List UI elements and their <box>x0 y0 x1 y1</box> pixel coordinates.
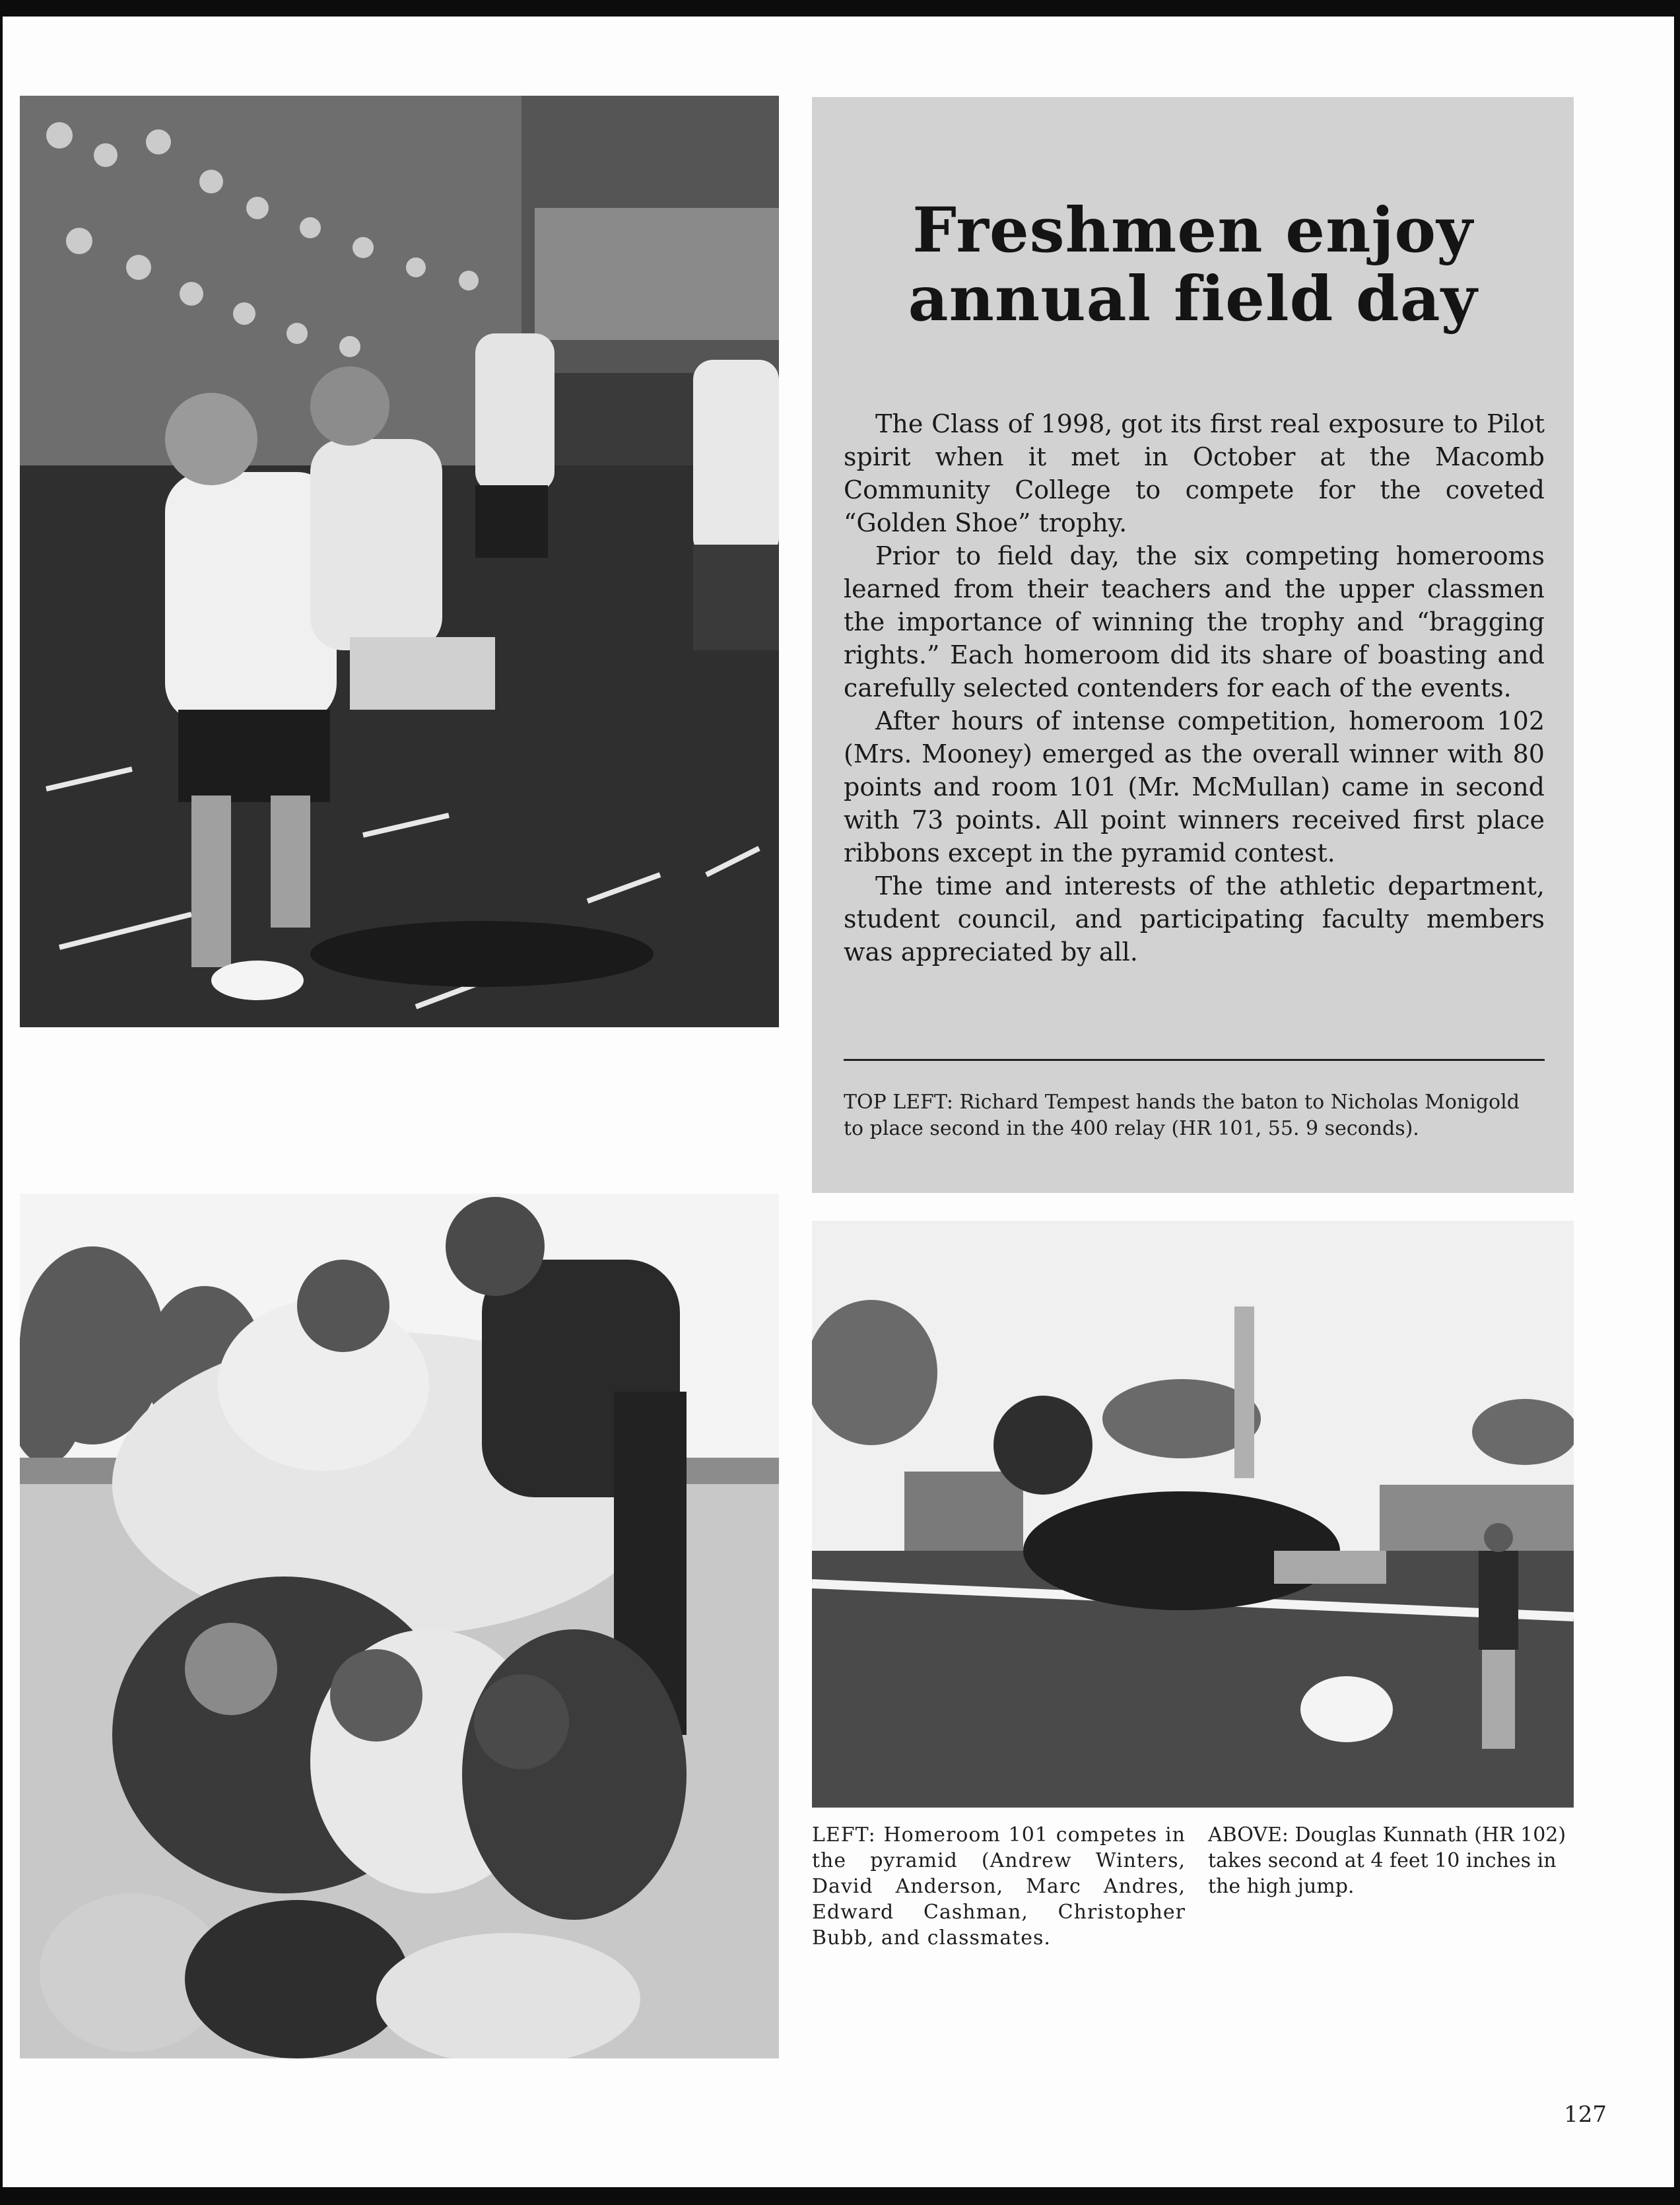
caption-above: ABOVE: Douglas Kunnath (HR 102) takes second at 4 feet 10 inches in the high jump. <box>1208 1823 1566 1898</box>
paragraph-3: After hours of intense competition, homeroom 102 (Mrs. Mooney) emerged as the overall winner with 80 points and room 101 (Mr. McMullan) came in second with 73 points. All point winners received first place ribbons except in the pyramid contest. <box>844 706 1545 867</box>
headline-line-1: Freshmen enjoy <box>912 194 1473 267</box>
page-number: 127 <box>1564 2101 1607 2128</box>
headline-line-2: annual field day <box>908 263 1478 335</box>
story-box <box>812 97 1574 1193</box>
story-body <box>844 407 1545 968</box>
paragraph-1: The Class of 1998, got its first real exposure to Pilot spirit when it met in October at the Macomb Community College to compete for the coveted “Golden Shoe” trophy. <box>844 409 1545 537</box>
caption-divider <box>844 1059 1545 1061</box>
paragraph-4: The time and interests of the athletic department, student council, and participating faculty members was appreciated by all. <box>844 871 1545 967</box>
caption-left: LEFT: Homeroom 101 competes in the pyramid (Andrew Winters, David Anderson, Marc Andres, Edward Cashman, Christopher Bubb, and classmates. <box>812 1823 1186 1950</box>
yearbook-page <box>3 17 1674 2187</box>
paragraph-2: Prior to field day, the six competing homerooms learned from their teachers and the upper classmen the importance of winning the trophy and “bragging rights.” Each homeroom did its share of boasting and carefully selected contenders for each of the events. <box>844 541 1545 702</box>
caption-top-left: TOP LEFT: Richard Tempest hands the baton to Nicholas Monigold to place second in the 400 relay (HR 101, 55. 9 seconds). <box>844 1091 1520 1140</box>
pyramid-photo <box>20 1194 779 2058</box>
high-jump-photo <box>812 1221 1574 1808</box>
headline <box>812 196 1574 333</box>
relay-race-photo <box>20 96 779 1027</box>
